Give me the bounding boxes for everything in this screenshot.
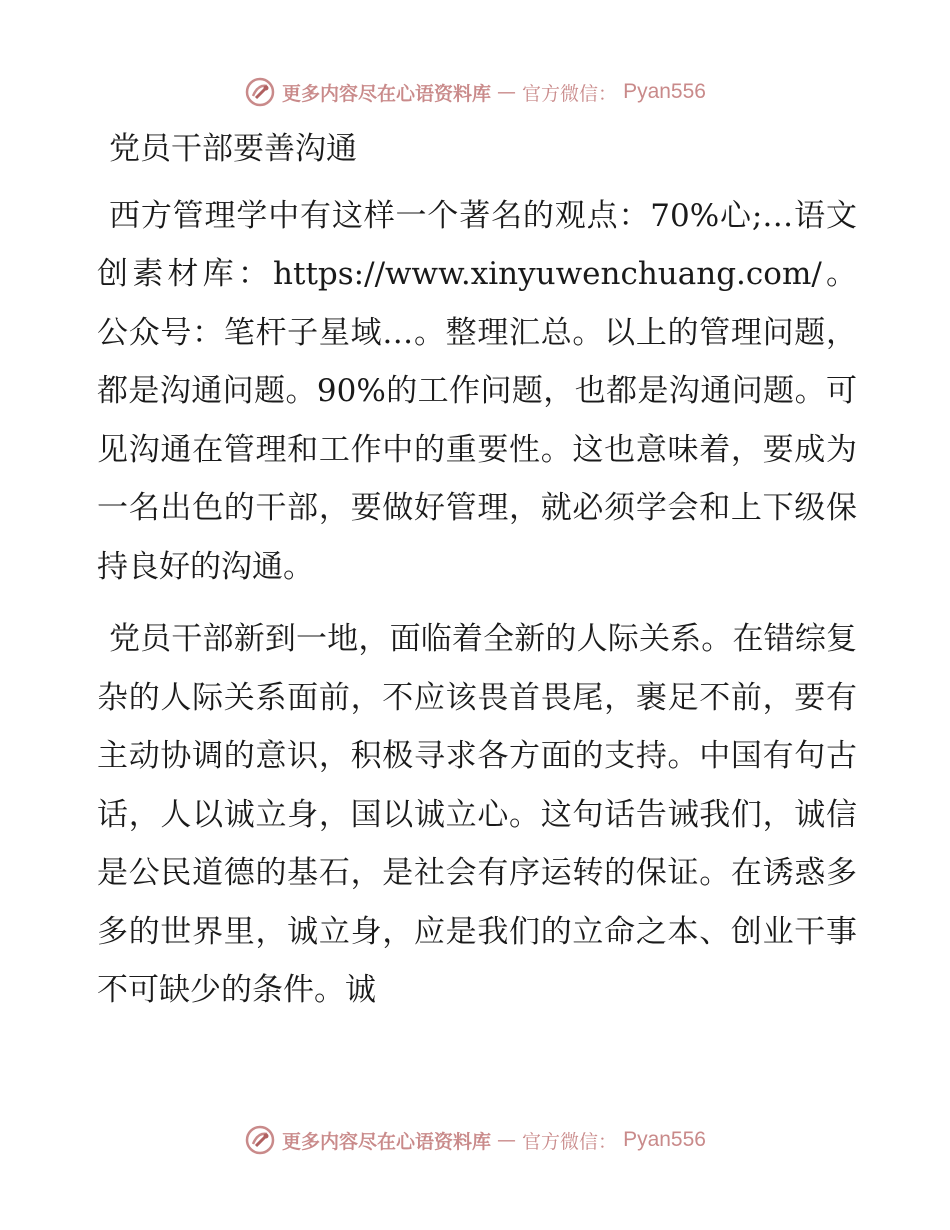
watermark-banner-bottom [0, 1118, 950, 1162]
watermark-wechat-id: Pyan556 [623, 80, 706, 103]
watermark-text: 更多内容尽在心语资料库 [282, 1130, 492, 1153]
paragraph: 党员干部新到一地，面临着全新的人际关系。在错综复杂的人际关系面前，不应该畏首畏尾，裹足不前，要有主动协调的意识，积极寻求各方面的支持。中国有句古话，人以诚立身，国以诚立心。这句话告诫我们，诚信是公民道德的基石，是社会有序运转的保证。在诱惑多多的世界里，诚立身，应是我们的立命之本、创业干事不可缺少的条件。诚 [97, 621, 857, 1008]
document-body [97, 120, 857, 1020]
document-title: 党员干部要善沟通 [109, 131, 357, 167]
watermark-separator: — [497, 1129, 517, 1151]
paragraph: 西方管理学中有这样一个著名的观点：70%心;…语文创素材库：https://www.xinyuwenchuang.com/。公众号：笔杆子星域…。整理汇总。以上的管理问题，都是沟通问题。90%的工作问题，也都是沟通问题。可见沟通在管理和工作中的重要性。这也意味着，要成为一名出色的干部，要做好管理，就必须学会和上下级保持良好的沟通。 [97, 197, 857, 585]
watermark-text: 更多内容尽在心语资料库 [282, 82, 492, 105]
watermark-separator: — [497, 81, 517, 103]
watermark-wechat-label: 官方微信： [522, 1130, 618, 1153]
watermark-wechat-label: 官方微信： [522, 82, 618, 105]
watermark-wechat-id: Pyan556 [623, 1128, 706, 1151]
library-logo-icon [244, 76, 276, 108]
library-logo-icon [244, 1124, 276, 1156]
watermark-banner-top [0, 70, 950, 114]
